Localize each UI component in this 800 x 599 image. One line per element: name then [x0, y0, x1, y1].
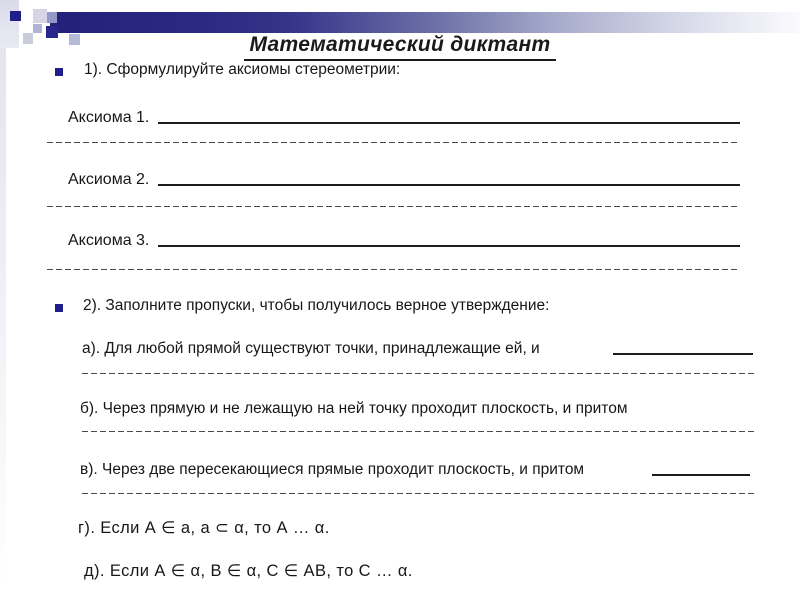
- item-d-text: д). Если А ∈ α, В ∈ α, С ∈ АВ, то С … α.: [84, 562, 413, 580]
- bullet-square-icon: [55, 304, 63, 312]
- item-a-text: а). Для любой прямой существуют точки, принадлежащие ей, и: [82, 340, 540, 357]
- item-a-writein-line-2: [82, 372, 757, 374]
- item-b-writein-line: [82, 430, 757, 432]
- axiom-1-label: Аксиома 1.: [68, 109, 150, 126]
- header-gradient-bar: [50, 12, 800, 33]
- section-1-heading: 1). Сформулируйте аксиомы стереометрии:: [84, 61, 401, 78]
- axiom-3-writein-line: [158, 245, 740, 247]
- item-v-writein-line-2: [82, 492, 757, 494]
- axiom-3-label: Аксиома 3.: [68, 232, 150, 249]
- axiom-3-writein-line-2: [47, 268, 740, 270]
- deco-square-medium-2: [33, 24, 42, 33]
- item-v-writein-line: [652, 474, 750, 476]
- axiom-1-writein-line: [158, 122, 740, 124]
- deco-square-light-1: [33, 9, 47, 23]
- deco-square-medium-1: [47, 12, 57, 23]
- item-a-writein-line: [613, 353, 753, 355]
- axiom-2-writein-line-2: [47, 205, 740, 207]
- page-title: Математический диктант: [244, 33, 557, 61]
- item-v-text: в). Через две пересекающиеся прямые проходит плоскость, и притом: [80, 461, 585, 478]
- deco-square-navy-1: [10, 11, 21, 21]
- axiom-2-writein-line: [158, 184, 740, 186]
- bullet-square-icon: [55, 68, 63, 76]
- axiom-1-writein-line-2: [47, 141, 740, 143]
- section-2-heading: 2). Заполните пропуски, чтобы получилось верное утверждение:: [83, 297, 550, 314]
- title-row: [0, 33, 800, 61]
- item-b-text: б). Через прямую и не лежащую на ней точку проходит плоскость, и притом: [80, 400, 628, 417]
- axiom-2-label: Аксиома 2.: [68, 171, 150, 188]
- left-edge-strip-tail: [0, 48, 6, 588]
- item-g-text: г). Если А ∈ а, а ⊂ α, то А … α.: [78, 519, 330, 537]
